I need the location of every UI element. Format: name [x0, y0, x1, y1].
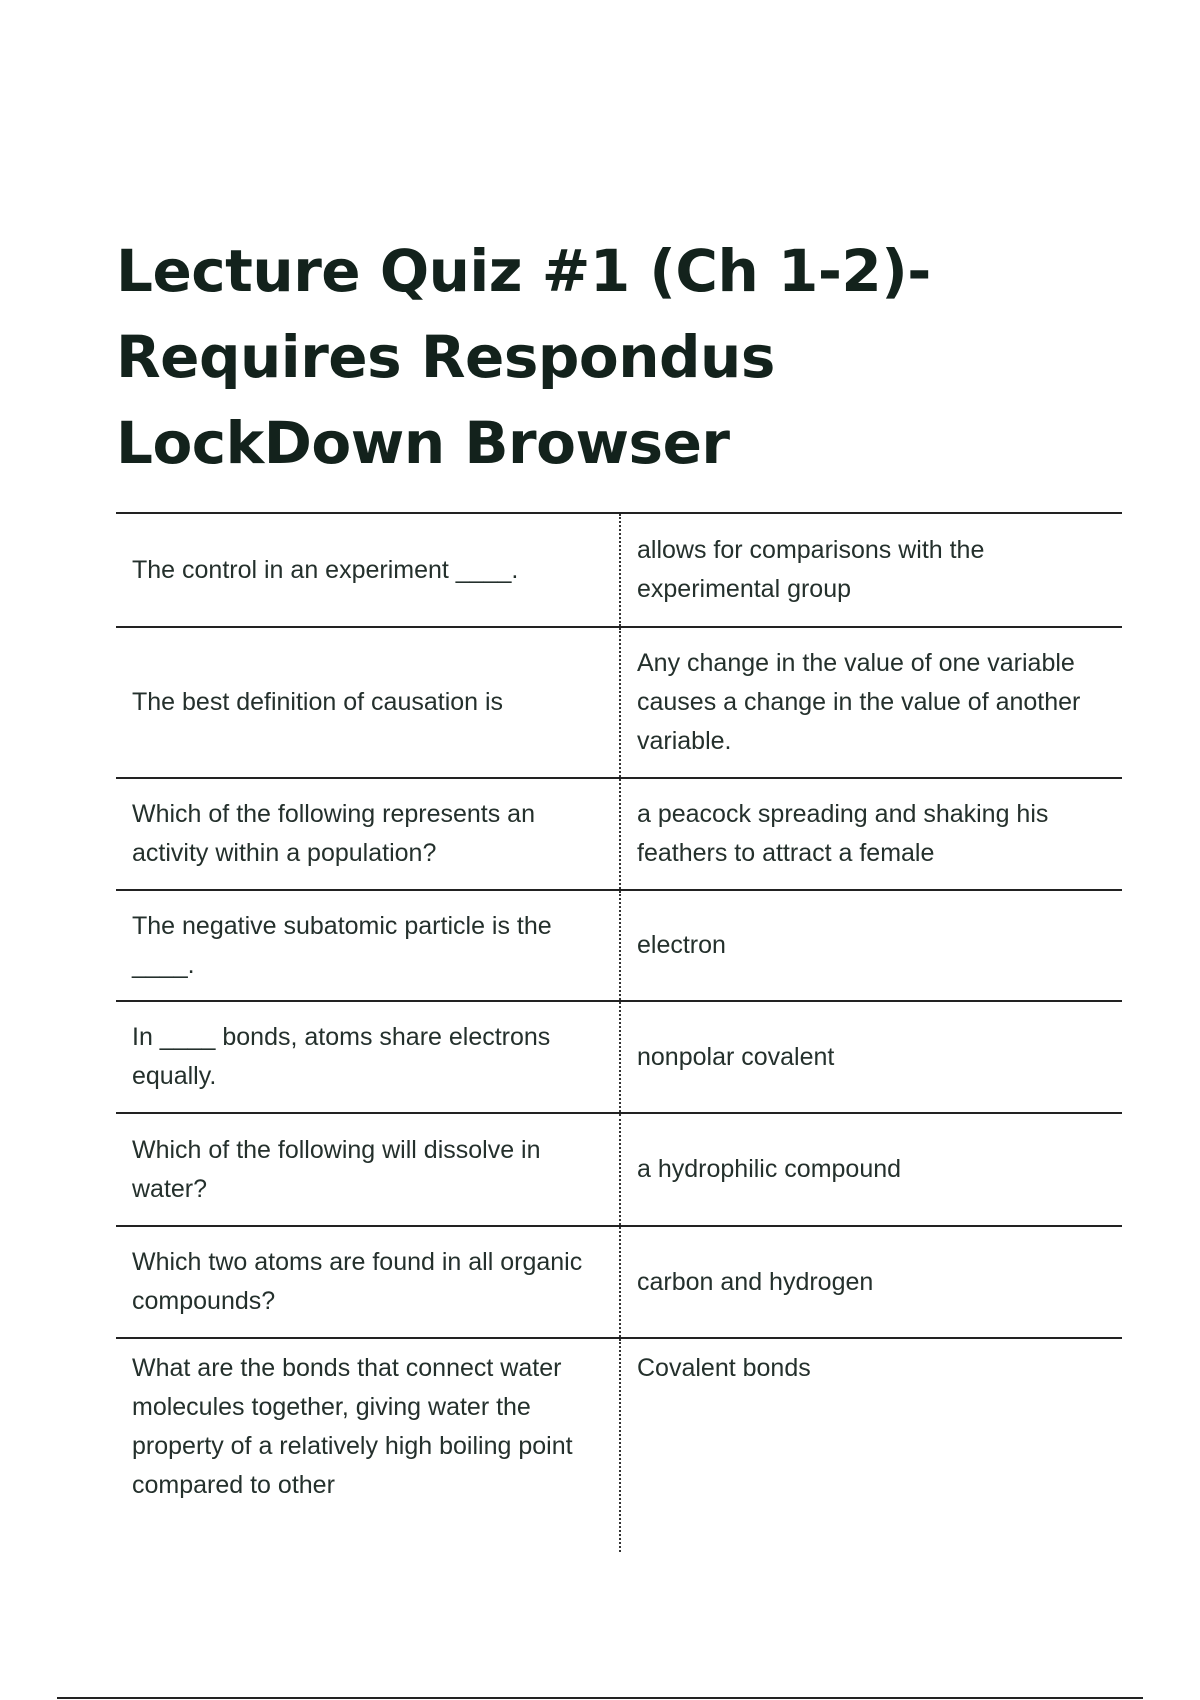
flashcard-row	[116, 1225, 1122, 1337]
card-term: Which of the following will dissolve in water?	[132, 1135, 541, 1203]
card-term: In ____ bonds, atoms share electrons equally.	[132, 1023, 551, 1090]
card-definition: a hydrophilic compound	[619, 1114, 1122, 1225]
flashcard-table	[116, 512, 1122, 1552]
card-term: What are the bonds that connect water molecules together, giving water the property of a relatively high boiling point compared to other	[132, 1354, 573, 1499]
flashcard-row	[116, 626, 1122, 777]
card-definition: Any change in the value of one variable causes a change in the value of another variable.	[619, 628, 1122, 777]
flashcard-row	[116, 512, 1122, 626]
card-definition: a peacock spreading and shaking his feathers to attract a female	[619, 779, 1122, 889]
card-definition: carbon and hydrogen	[619, 1227, 1122, 1337]
page-title: Lecture Quiz #1 (Ch 1-2)- Requires Respondus LockDown Browser	[116, 237, 931, 477]
flashcard-row	[116, 889, 1122, 1000]
card-term: Which two atoms are found in all organic compounds?	[132, 1248, 583, 1315]
card-definition: Covalent bonds	[619, 1339, 1122, 1552]
card-definition: electron	[619, 891, 1122, 1000]
card-definition: allows for comparisons with the experimental group	[619, 514, 1122, 626]
footer-divider	[57, 1697, 1143, 1699]
card-term: Which of the following represents an activity within a population?	[132, 800, 535, 867]
flashcard-row	[116, 777, 1122, 889]
flashcard-row	[116, 1000, 1122, 1112]
card-term: The best definition of causation is	[132, 688, 504, 716]
card-term: The control in an experiment ____.	[132, 555, 519, 584]
card-definition: nonpolar covalent	[619, 1002, 1122, 1112]
flashcard-row	[116, 1112, 1122, 1225]
flashcard-row	[116, 1337, 1122, 1552]
card-term: The negative subatomic particle is the ____.	[132, 911, 552, 979]
